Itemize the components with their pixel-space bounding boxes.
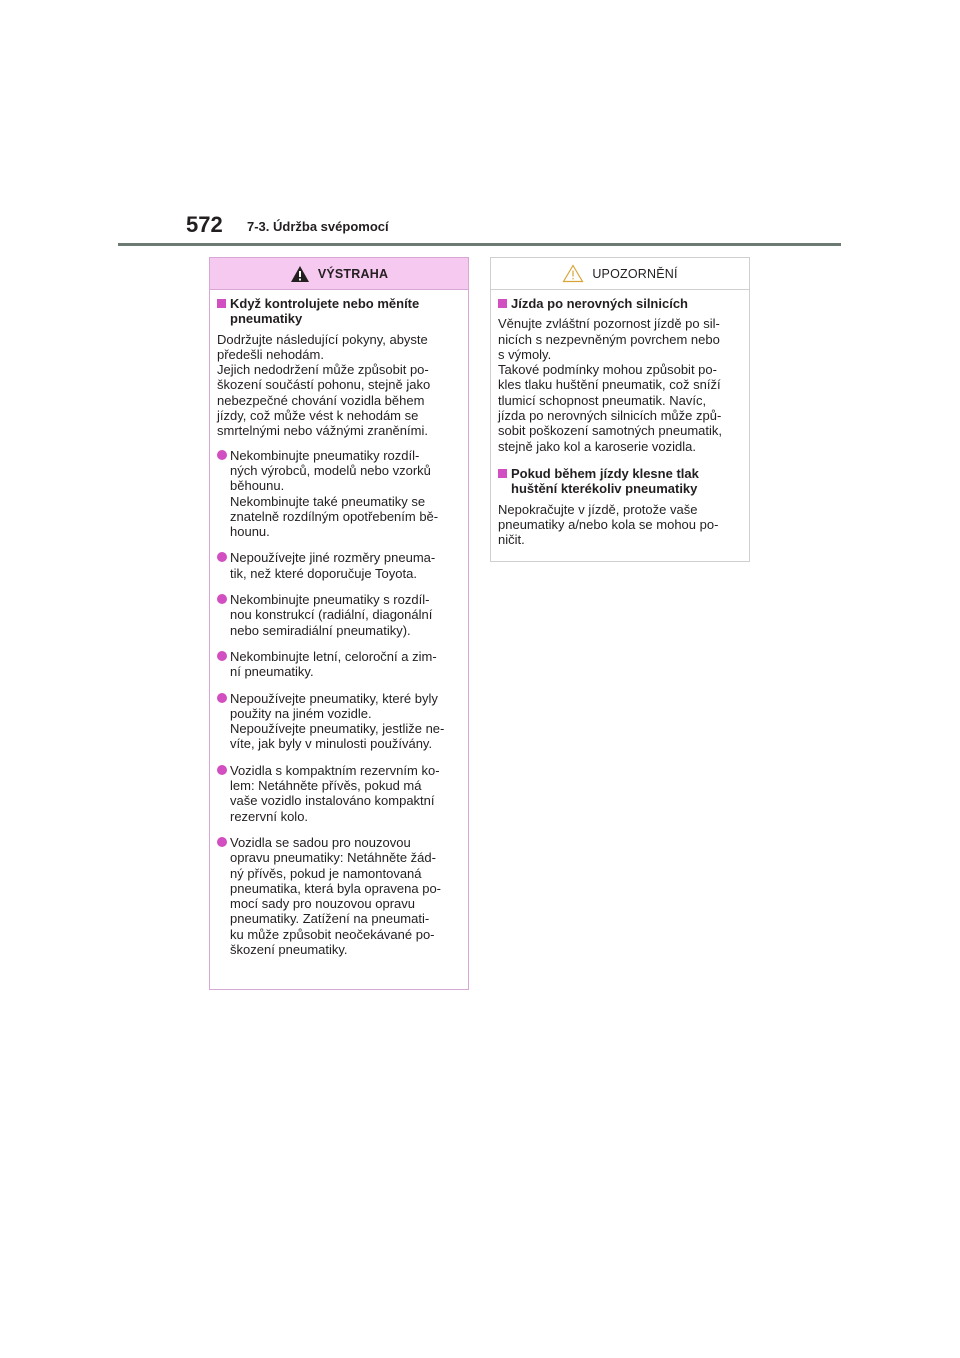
list-item-text: Nepoužívejte jiné rozměry pneuma- tik, než které doporučuje Toyota. [230,550,436,581]
warning-subhead [217,296,462,327]
list-item [217,649,462,680]
caution-box-header [491,258,749,290]
warning-subhead-text: Když kontrolujete nebo měníte pneumatiky [230,296,420,327]
list-item-text: Vozidla se sadou pro nouzovou opravu pneumatiky: Netáhněte žád- ný přívěs, pokud je namontovaná pneumatika, která byla opravena po- mocí sady pro nouzovou opravu pneumatiky. Zatížení na pneumati- ku může způsobit neočekávané po- škození pneumatiky. [230,834,442,957]
caution-subhead [498,466,743,497]
warning-title: VÝSTRAHA [317,266,389,281]
caution-box [490,257,750,562]
caution-body [491,290,749,547]
warning-box [209,257,469,990]
circle-bullet-icon [217,450,227,460]
caution-subhead [498,296,743,311]
circle-bullet-icon [217,693,227,703]
list-item-text: Nekombinujte pneumatiky s rozdíl- nou konstrukcí (radiální, diagonální nebo semiradiální pneumatiky). [230,592,433,638]
circle-bullet-icon [217,765,227,775]
square-bullet-icon [217,299,226,308]
header-divider [118,243,841,246]
list-item [217,763,462,824]
list-item [217,550,462,581]
circle-bullet-icon [217,651,227,661]
warning-box-header [210,258,468,290]
list-item-text: Nekombinujte letní, celoroční a zim- ní pneumatiky. [230,648,437,680]
caution-subhead-text: Jízda po nerovných silnicích [511,296,688,311]
square-bullet-icon [498,469,507,478]
caution-text: Nepokračujte v jízdě, protože vaše pneumatiky a/nebo kola se mohou po- ničit. [498,501,719,548]
list-item [217,448,462,540]
circle-bullet-icon [217,552,227,562]
caution-triangle-icon [562,264,584,283]
list-item [217,592,462,638]
list-item-text: Vozidla s kompaktním rezervním ko- lem: Netáhněte přívěs, pokud má vaše vozidlo instalováno kompaktní rezervní kolo. [230,762,440,824]
caution-title: UPOZORNĚNÍ [592,266,678,281]
warning-triangle-icon [290,265,310,283]
circle-bullet-icon [217,837,227,847]
square-bullet-icon [498,299,507,308]
section-title: 7-3. Údržba svépomocí [247,219,389,234]
warning-body [210,290,468,957]
circle-bullet-icon [217,594,227,604]
list-item-text: Nepoužívejte pneumatiky, které byly použity na jiném vozidle. Nepoužívejte pneumatiky, jestliže ne- víte, jak byly v minulosti používány. [230,690,445,752]
list-item [217,835,462,957]
list-item [217,691,462,752]
list-item-text: Nekombinujte pneumatiky rozdíl- ných výrobců, modelů nebo vzorků běhounu. Nekombinujte také pneumatiky se znatelně rozdílným opotřebením bě- hounu. [230,447,439,540]
page-number: 572 [186,212,223,237]
caution-text: Věnujte zvláštní pozornost jízdě po sil- nicích s nezpevněným povrchem nebo s výmoly. Takové podmínky mohou způsobit po- kles tlaku huštění pneumatik, což sníží tlumicí schopnost pneumatik. Navíc, jízda po nerovných silnicích může způ- sobit poškození samotných pneumatik, stejně jako kol a karoserie vozidla. [498,316,723,454]
warning-intro: Dodržujte následující pokyny, abyste předešli nehodám. Jejich nedodržení může způsobit po- škození součástí pohonu, stejně jako nebezpečné chování vozidla během jízdy, což může vést k nehodám se smrtelnými nebo vážnými zraněními. [217,331,431,439]
caution-subhead-text: Pokud během jízdy klesne tlak huštění kterékoliv pneumatiky [511,465,699,497]
